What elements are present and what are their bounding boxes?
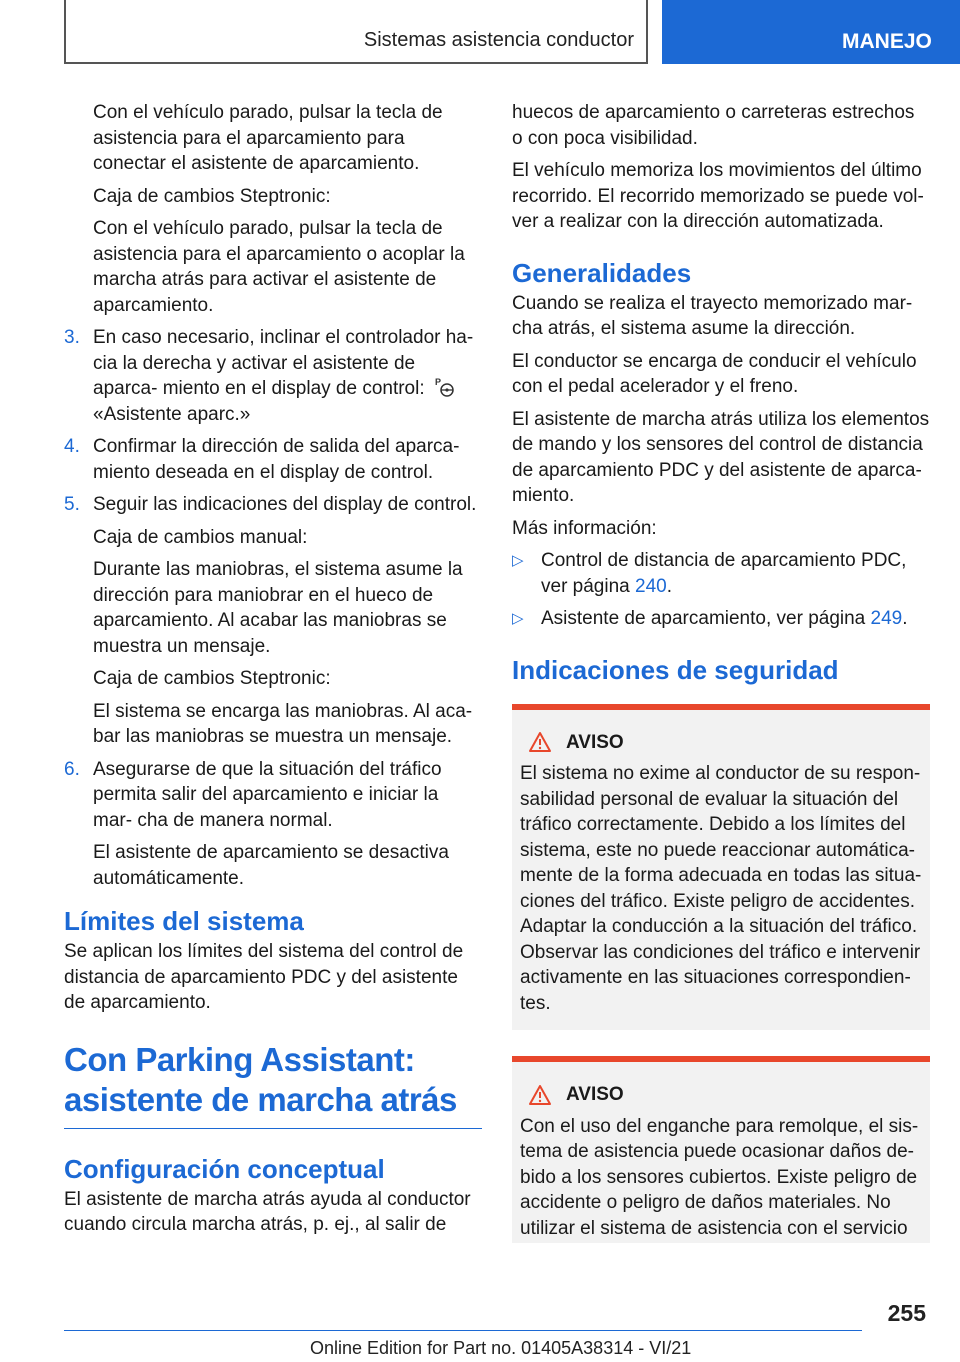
page-link[interactable]: 249 <box>870 608 903 629</box>
paragraph: Caja de cambios manual: <box>93 526 308 548</box>
warning-box <box>512 1056 930 1243</box>
paragraph: Con el vehículo parado, pulsar la tecla de asistencia para el aparcamiento o acoplar la marcha atrás para activar el asistente de aparcamiento. <box>93 218 465 316</box>
warning-box <box>512 704 930 1031</box>
paragraph: El sistema se encarga las maniobras. Al aca- bar las maniobras se muestra un mensaje. <box>93 700 473 747</box>
paragraph: Cuando se realiza el trayecto memorizado mar- cha atrás, el sistema asume la dirección. <box>512 292 913 339</box>
step-4 <box>64 434 482 485</box>
list-item: ▷ Control de distancia de aparcamiento PDC, ver página 240. <box>512 548 930 599</box>
heading-concept: Configuración conceptual <box>64 1153 385 1184</box>
heading-rule <box>64 1128 482 1129</box>
step-6 <box>64 757 482 892</box>
heading-safety: Indicaciones de seguridad <box>512 654 839 685</box>
step-text: Asegurarse de que la situación del tráfico permita salir del aparcamiento e iniciar la mar- cha de manera normal. <box>93 758 442 831</box>
paragraph: Se aplican los límites del sistema del control de distancia de aparcamiento PDC y del asistente de aparcamiento. <box>64 941 464 1013</box>
paragraph: Durante las maniobras, el sistema asume la dirección para maniobrar en el hueco de aparcamiento. Al acabar las maniobras se muestra un mensaje. <box>93 559 463 657</box>
heading-reverse-assistant: Con Parking Assistant: asistente de marcha atrás <box>64 1040 457 1118</box>
paragraph: Con el vehículo parado, pulsar la tecla de asistencia para el aparcamiento para conectar el asistente de aparcamiento. <box>93 102 443 174</box>
step-5 <box>64 492 482 750</box>
page-link[interactable]: 240 <box>635 575 667 597</box>
paragraph: Más información: <box>512 517 657 539</box>
paragraph: huecos de aparcamiento o carreteras estrechos o con poca visibilidad. <box>512 102 915 149</box>
step-number: 4. <box>64 436 80 457</box>
list-item: ▷ Asistente de aparcamiento, ver página 249. <box>512 606 930 632</box>
warning-title: AVISO <box>566 731 624 753</box>
paragraph: El vehículo memoriza los movimientos del último recorrido. El recorrido memorizado se puede vol- ver a realizar con la dirección automatizada. <box>512 160 924 232</box>
warning-triangle-icon <box>528 1084 552 1106</box>
chapter-tab <box>662 0 960 64</box>
header-section-box <box>64 0 648 64</box>
section-title: Sistemas asistencia conductor <box>363 29 634 51</box>
heading-general: Generalidades <box>512 257 692 288</box>
right-column <box>512 100 930 1269</box>
left-column <box>64 100 482 1245</box>
paragraph: Caja de cambios Steptronic: <box>93 185 331 207</box>
svg-text:P: P <box>434 377 441 387</box>
paragraph: El asistente de marcha atrás utiliza los elementos de mando y los sensores del control de distancia de aparcamiento PDC y del asistente de aparca- miento. <box>512 408 930 506</box>
footer-rule <box>64 1330 862 1331</box>
heading-system-limits: Límites del sistema <box>64 906 304 936</box>
chapter-tab-label: MANEJO <box>842 30 932 53</box>
triangle-bullet-icon: ▷ <box>512 610 524 627</box>
step-number: 3. <box>64 327 80 348</box>
step-text: Seguir las indicaciones del display de control. <box>93 494 477 515</box>
footer-edition: Online Edition for Part no. 01405A38314 - VI/21 <box>310 1338 692 1358</box>
paragraph: El asistente de marcha atrás ayuda al conductor cuando circula marcha atrás, p. ej., al salir de <box>64 1188 471 1235</box>
step-number: 6. <box>64 758 80 780</box>
paragraph: El asistente de aparcamiento se desactiva automáticamente. <box>93 842 449 889</box>
page-number: 255 <box>887 1300 926 1326</box>
step-number: 5. <box>64 494 80 515</box>
step-text: En caso necesario, inclinar el controlador ha- cia la derecha y activar el asistente de aparca- miento en el display de control: P «Asistente aparc.» <box>93 327 474 425</box>
step-3 <box>64 325 482 427</box>
paragraph: El conductor se encarga de conducir el vehículo con el pedal acelerador y el freno. <box>512 350 917 397</box>
triangle-bullet-icon: ▷ <box>512 552 524 569</box>
step-text: Confirmar la dirección de salida del aparca- miento deseada en el display de control. <box>93 436 460 483</box>
warning-triangle-icon <box>528 731 552 753</box>
warning-text: El sistema no exime al conductor de su respon- sabilidad personal de evaluar la situación del tráfico correctamente. Debido a los límites del sistema, este no puede reaccionar automática- mente de la forma adecuada en todas las situa- ciones del tráfico. Existe peligro de accidentes. Adaptar la conducción a la situación del tráfico. Observar las condiciones del tráfico e intervenir activamente en las situaciones correspondien- tes. <box>520 763 922 1014</box>
warning-text: Con el uso del enganche para remolque, el sis- tema de asistencia puede ocasionar daños de- bido a los sensores cubiertos. Existe peligro de accidente o peligro de daños materiales. No utilizar el sistema de asistencia con el servicio <box>520 1115 919 1239</box>
paragraph: Caja de cambios Steptronic: <box>93 668 331 689</box>
parking-assistant-icon <box>434 376 456 398</box>
warning-title: AVISO <box>566 1084 624 1105</box>
page-header <box>0 0 960 66</box>
